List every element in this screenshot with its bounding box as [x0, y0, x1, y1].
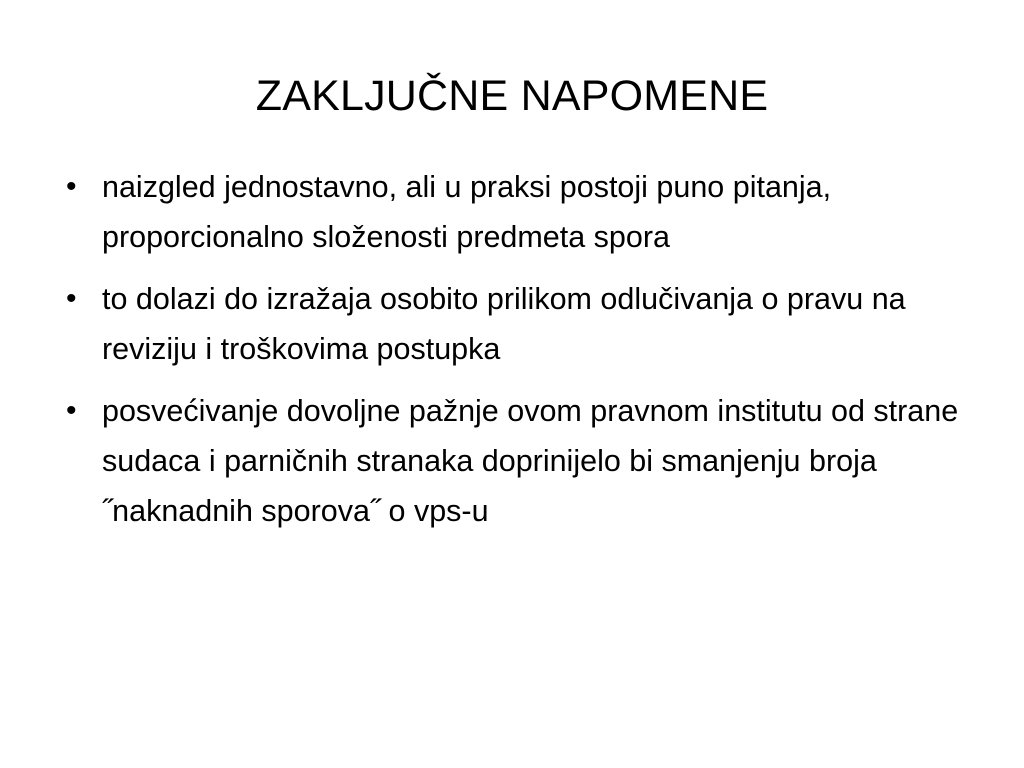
bullet-item [62, 386, 972, 536]
bullet-list [62, 162, 972, 548]
bullet-icon: • [66, 282, 77, 315]
bullet-item [62, 162, 972, 262]
slide-title: ZAKLJUČNE NAPOMENE [255, 72, 769, 120]
bullet-icon: • [66, 170, 77, 203]
bullet-text: to dolazi do izražaja osobito prilikom odlučivanja o pravu na reviziju i troškovima postupka [102, 282, 906, 366]
bullet-item [62, 274, 972, 374]
bullet-icon: • [66, 394, 77, 427]
bullet-text: posvećivanje dovoljne pažnje ovom pravnom institutu od strane sudaca i parničnih stranaka doprinijelo bi smanjenju broja ˝naknadnih sporova˝ o vps-u [102, 394, 959, 528]
bullet-text: naizgled jednostavno, ali u praksi postoji puno pitanja, proporcionalno složenosti predmeta spora [102, 170, 832, 254]
